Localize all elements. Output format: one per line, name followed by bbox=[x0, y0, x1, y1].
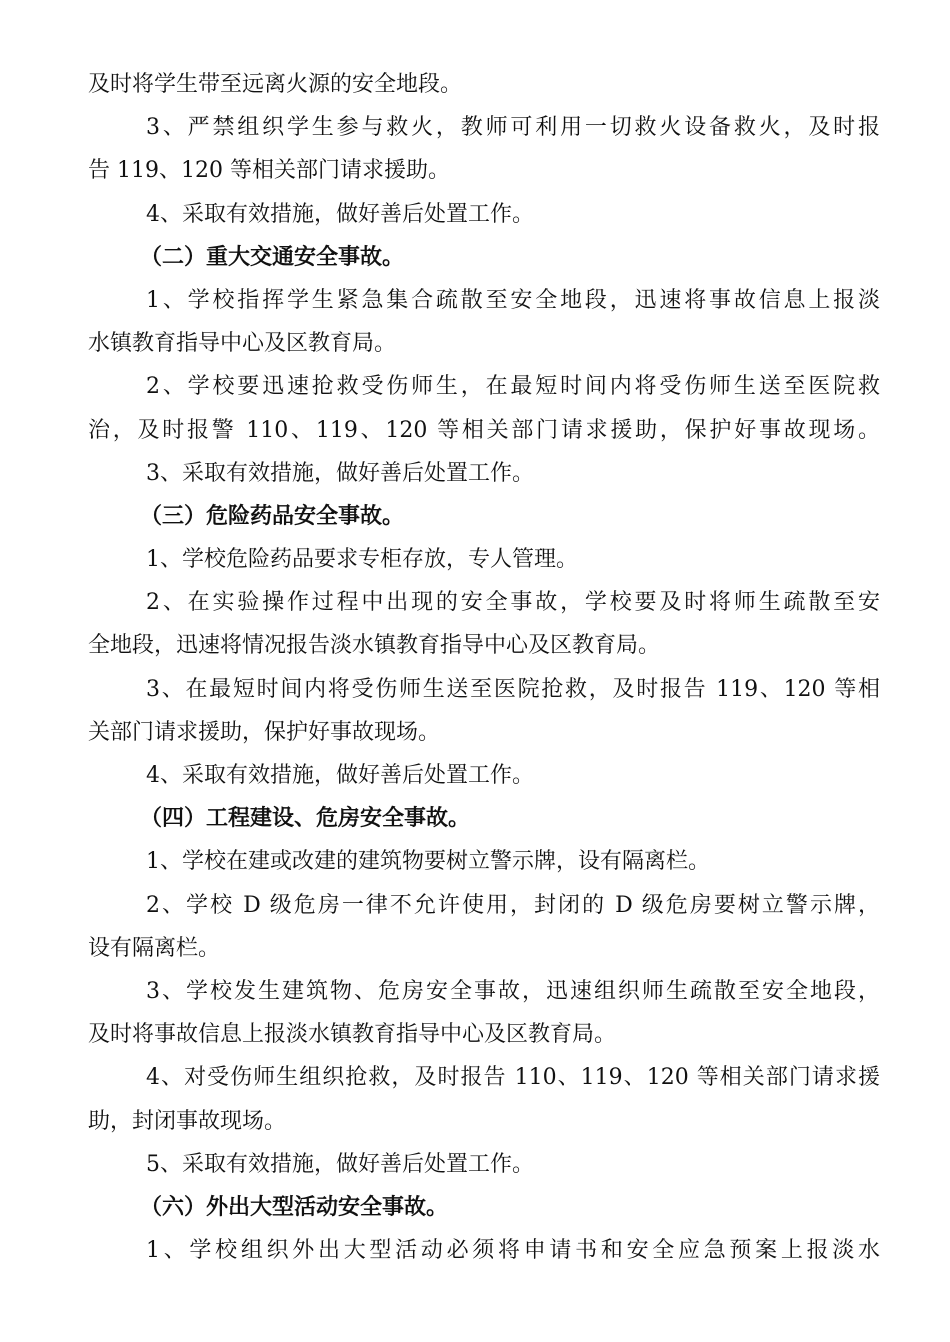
paragraph-line: 3、学校发生建筑物、危房安全事故，迅速组织师生疏散至安全地段， bbox=[146, 978, 880, 1004]
paragraph-line: 3、严禁组织学生参与救火，教师可利用一切救火设备救火，及时报 bbox=[146, 115, 880, 141]
paragraph-line: 5、采取有效措施，做好善后处置工作。 bbox=[146, 1151, 534, 1177]
paragraph-line: 治，及时报警 110、119、120 等相关部门请求援助，保护好事故现场。 bbox=[88, 417, 880, 443]
paragraph-line: 4、采取有效措施，做好善后处置工作。 bbox=[146, 763, 534, 788]
paragraph-line: 关部门请求援助，保护好事故现场。 bbox=[88, 719, 441, 745]
paragraph-line: 1、学校指挥学生紧急集合疏散至安全地段，迅速将事故信息上报淡 bbox=[146, 287, 880, 313]
document-page bbox=[88, 63, 880, 1272]
paragraph-line: 1、学校组织外出大型活动必须将申请书和安全应急预案上报淡水 bbox=[146, 1238, 880, 1264]
paragraph-line: 2、在实验操作过程中出现的安全事故，学校要及时将师生疏散至安 bbox=[146, 590, 880, 616]
paragraph-line: 全地段，迅速将情况报告淡水镇教育指导中心及区教育局。 bbox=[88, 633, 661, 659]
section-heading: （六）外出大型活动安全事故。 bbox=[140, 1194, 449, 1220]
paragraph-line: 告 119、120 等相关部门请求援助。 bbox=[88, 158, 450, 184]
paragraph-line: 3、采取有效措施，做好善后处置工作。 bbox=[146, 460, 534, 486]
paragraph-line: 助，封闭事故现场。 bbox=[88, 1108, 287, 1134]
paragraph-line: 水镇教育指导中心及区教育局。 bbox=[88, 331, 397, 357]
paragraph-line: 3、在最短时间内将受伤师生送至医院抢救，及时报告 119、120 等相 bbox=[146, 676, 880, 702]
section-heading: （四）工程建设、危房安全事故。 bbox=[140, 806, 471, 832]
paragraph-line: 1、学校在建或改建的建筑物要树立警示牌，设有隔离栏。 bbox=[146, 849, 710, 875]
paragraph-line: 及时将学生带至远离火源的安全地段。 bbox=[88, 72, 463, 97]
paragraph-line: 1、学校危险药品要求专柜存放，专人管理。 bbox=[146, 547, 578, 573]
paragraph-line: 4、对受伤师生组织抢救，及时报告 110、119、120 等相关部门请求援 bbox=[146, 1065, 880, 1091]
paragraph-line: 设有隔离栏。 bbox=[88, 935, 221, 961]
paragraph-line: 2、学校要迅速抢救受伤师生，在最短时间内将受伤师生送至医院救 bbox=[146, 374, 880, 400]
section-heading: （三）危险药品安全事故。 bbox=[140, 503, 405, 529]
paragraph-line: 及时将事故信息上报淡水镇教育指导中心及区教育局。 bbox=[88, 1022, 617, 1048]
section-heading: （二）重大交通安全事故。 bbox=[140, 244, 405, 270]
paragraph-line: 2、学校 D 级危房一律不允许使用，封闭的 D 级危房要树立警示牌， bbox=[146, 892, 880, 918]
paragraph-line: 4、采取有效措施，做好善后处置工作。 bbox=[146, 201, 534, 227]
